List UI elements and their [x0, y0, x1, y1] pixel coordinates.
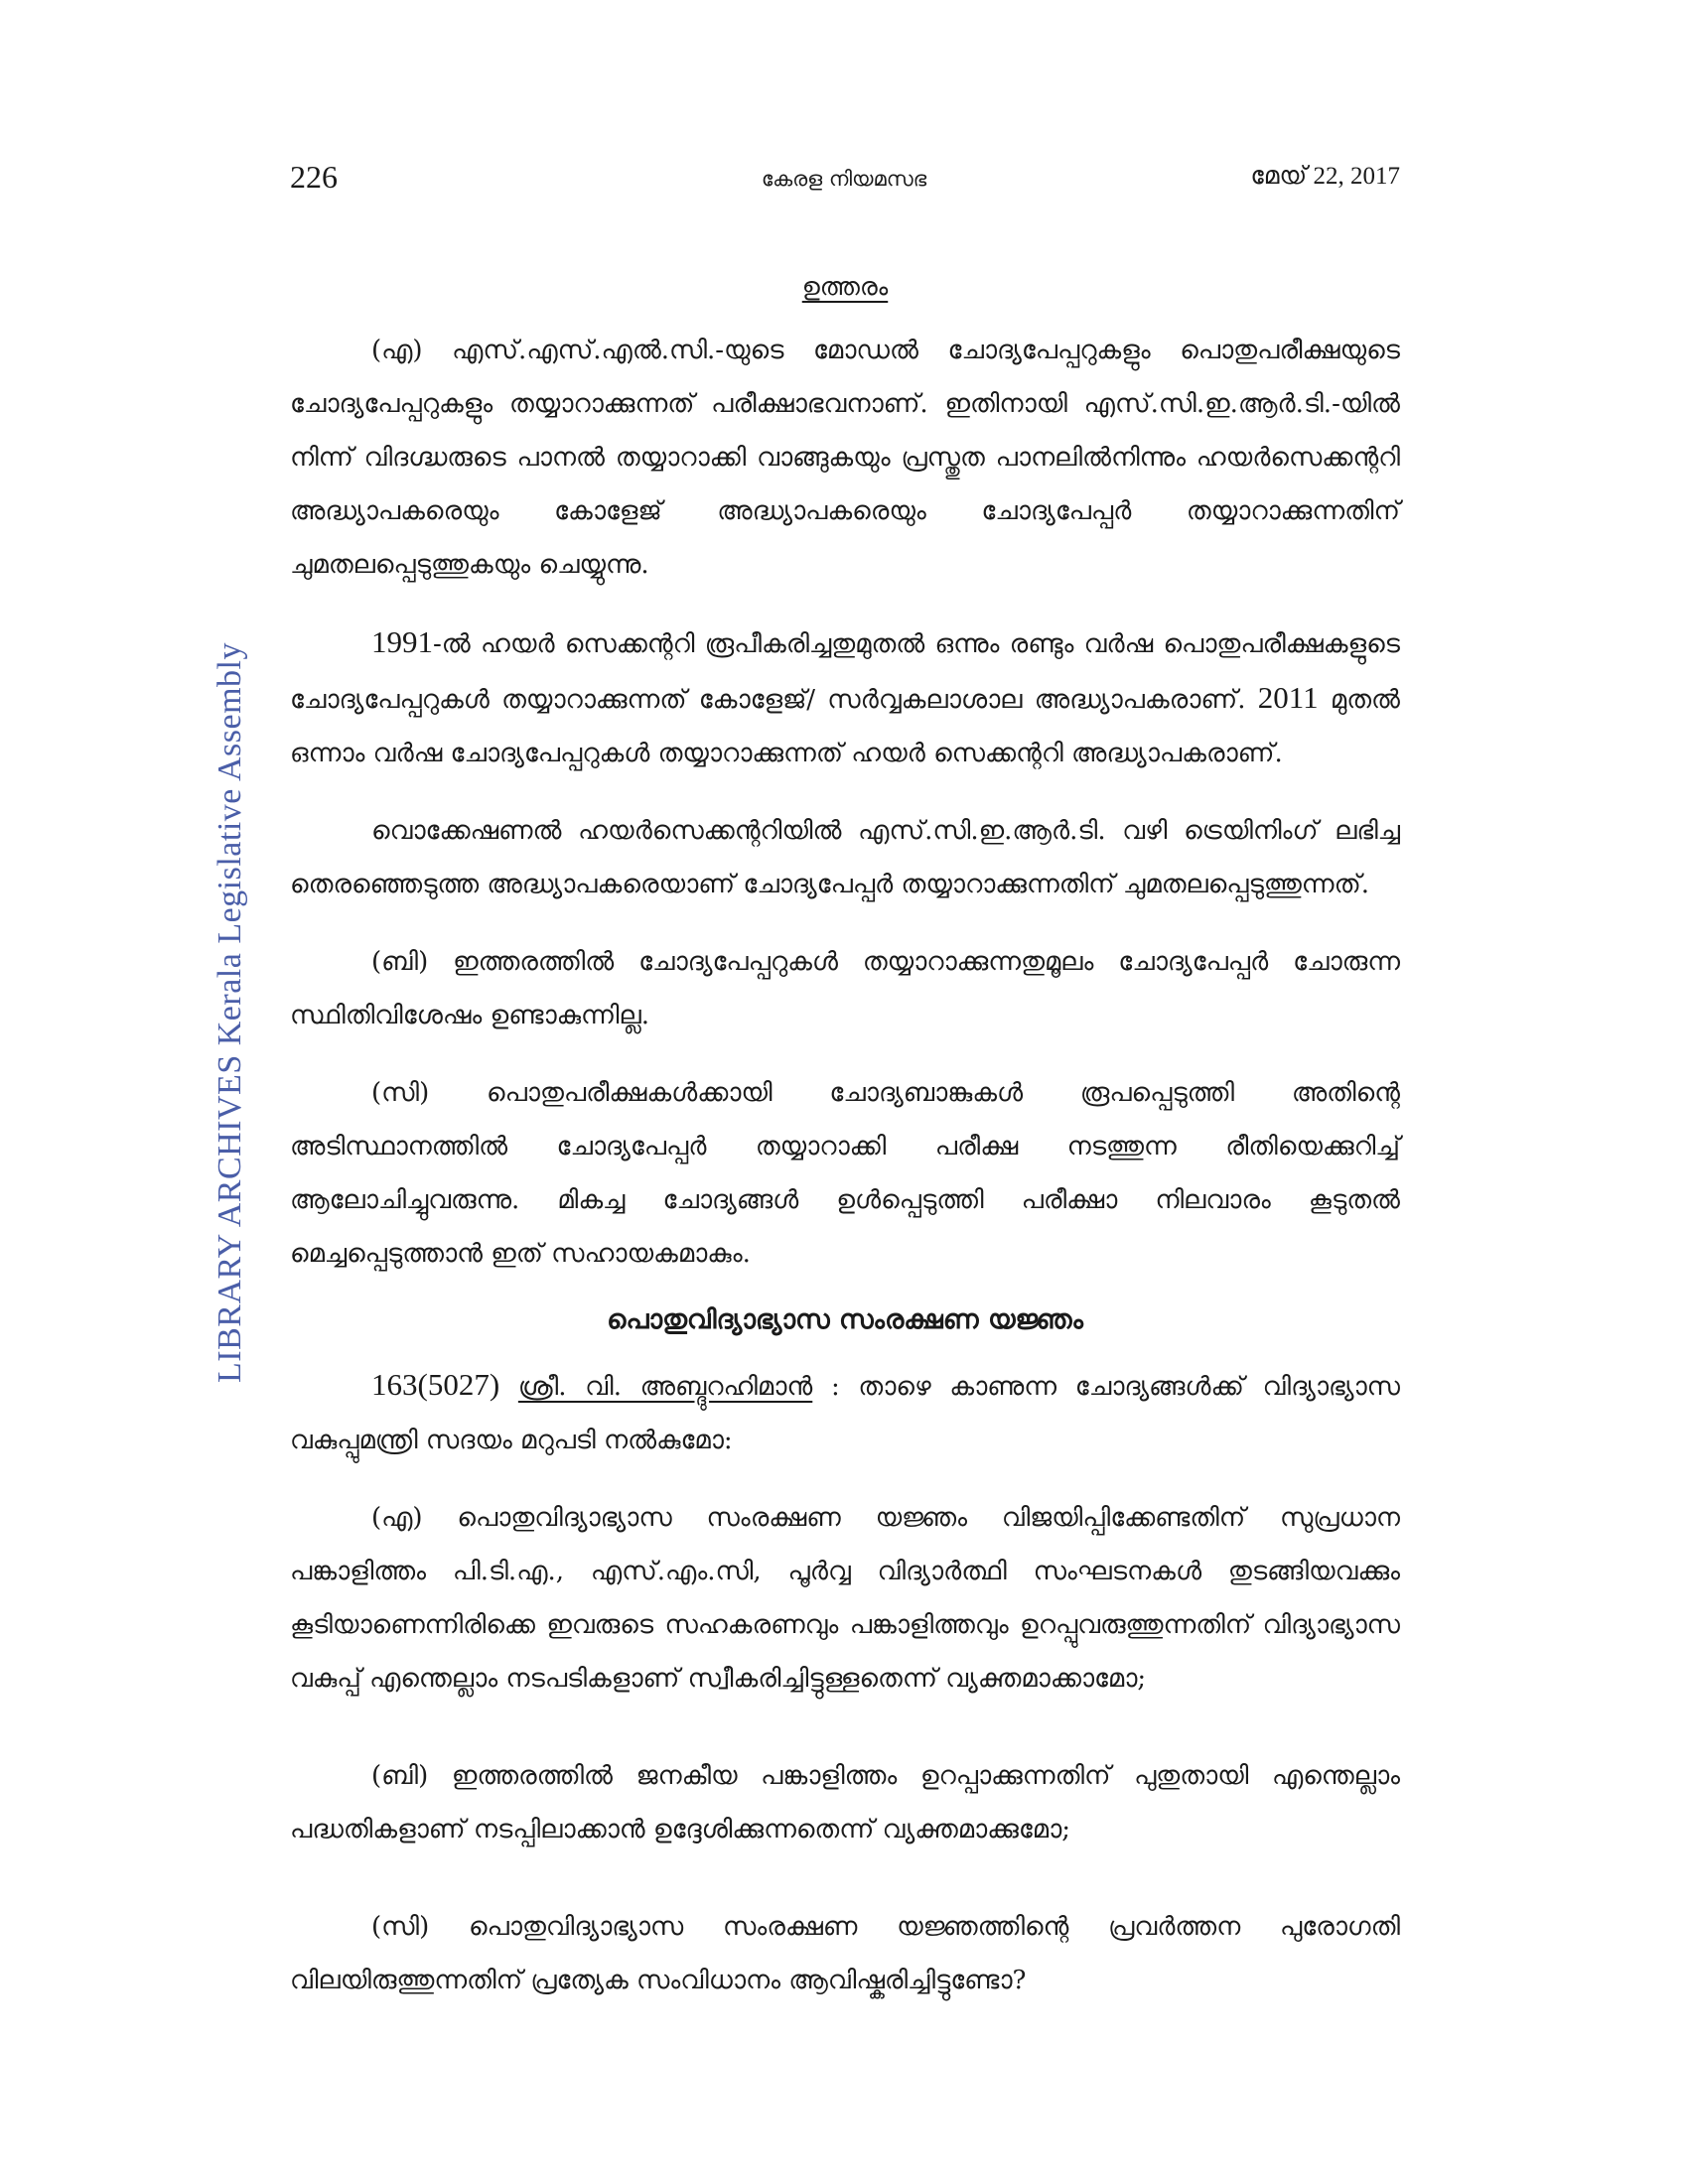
answer-para-vocational: വൊക്കേഷണൽ ഹയർസെക്കന്ററിയിൽ എസ്.സി.ഇ.ആർ.ടി. വഴി ട്രെയിനിംഗ് ലഭിച്ച തെരഞ്ഞെടുത്ത അദ്ധ്യാപകരെയാണ് ചോദ്യപേപ്പർ തയ്യാറാക്കുന്നതിന് ചുമതലപ്പെടുത്തുന്നത്.: [290, 816, 1400, 899]
section-heading: പൊതുവിദ്യാഭ്യാസ സംരക്ഷണ യജ്ഞം: [607, 1304, 1083, 1335]
answer-para-c: (സി) പൊതുപരീക്ഷകൾക്കായി ചോദ്യബാങ്കുകൾ രൂപപ്പെടുത്തി അതിന്റെ അടിസ്ഥാനത്തിൽ ചോദ്യപേപ്പർ തയ്യാറാക്കി പരീക്ഷ നടത്തുന്ന രീതിയെക്കുറിച്ച് ആലോചിച്ചുവരുന്നു. മികച്ച ചോദ്യങ്ങൾ ഉൾപ്പെടുത്തി പരീക്ഷാ നിലവാരം കൂടുതൽ മെച്ചപ്പെടുത്താൻ ഇത് സഹായകമാകും.: [290, 1078, 1400, 1269]
question-number: 163(5027): [371, 1367, 500, 1402]
answer-para-higher-secondary: [290, 615, 1400, 780]
year-1991: 1991: [371, 624, 433, 659]
member-name: ശ്രീ. വി. അബ്ദുറഹിമാൻ: [517, 1372, 813, 1402]
question-intro-text: : താഴെ കാണുന്ന ചോദ്യങ്ങൾക്ക് വിദ്യാഭ്യാസ വകുപ്പുമന്ത്രി സദയം മറുപടി നൽകുമോ:: [290, 1372, 1400, 1455]
question-part-b: (ബി) ഇത്തരത്തിൽ ജനകീയ പങ്കാളിത്തം ഉറപ്പാക്കുന്നതിന് പുതുതായി എന്തെല്ലാം പദ്ധതികളാണ് നടപ്പിലാക്കാൻ ഉദ്ദേശിക്കുന്നതെന്ന് വ്യക്തമാക്കുമോ;: [290, 1761, 1400, 1844]
question-part-c: (സി) പൊതുവിദ്യാഭ്യാസ സംരക്ഷണ യജ്ഞത്തിന്റെ പ്രവർത്തന പുരോഗതി വിലയിരുത്തുന്നതിന് പ്രത്യേക സംവിധാനം ആവിഷ്കരിച്ചിട്ടുണ്ടോ?: [290, 1912, 1400, 1995]
question-part-a: (എ) പൊതുവിദ്യാഭ്യാസ സംരക്ഷണ യജ്ഞം വിജയിപ്പിക്കേണ്ടതിന് സുപ്രധാന പങ്കാളിത്തം പി.ടി.എ., എസ്.എം.സി, പൂർവ്വ വിദ്യാർത്ഥി സംഘടനകൾ തുടങ്ങിയവക്കും കൂടിയാണെന്നിരിക്കെ ഇവരുടെ സഹകരണവും പങ്കാളിത്തവും ഉറപ്പുവരുത്തുന്നതിന് വിദ്യാഭ്യാസ വകുപ്പ് എന്തെല്ലാം നടപടികളാണ് സ്വീകരിച്ചിട്ടുള്ളതെന്ന് വ്യക്തമാക്കാമോ;: [290, 1503, 1400, 1694]
document-body: [290, 256, 1400, 2031]
answer-para-a: (എ) എസ്.എസ്.എൽ.സി.-യുടെ മോഡൽ ചോദ്യപേപ്പറുകളും പൊതുപരീക്ഷയുടെ ചോദ്യപേപ്പറുകളും തയ്യാറാക്കുന്നത് പരീക്ഷാഭവനാണ്. ഇതിനായി എസ്.സി.ഇ.ആർ.ടി.-യിൽ നിന്ന് വിദഗ്ദ്ധരുടെ പാനൽ തയ്യാറാക്കി വാങ്ങുകയും പ്രസ്തുത പാനലിൽനിന്നും ഹയർസെക്കന്ററി അദ്ധ്യാപകരെയും കോളേജ് അദ്ധ്യാപകരെയും ചോദ്യപേപ്പർ തയ്യാറാക്കുന്നതിന് ചുമതലപ്പെടുത്തുകയും ചെയ്യുന്നു.: [290, 336, 1400, 580]
running-date: മേയ് 22, 2017: [1250, 163, 1400, 190]
answer-para-higher-secondary-text-2: മുതൽ ഒന്നാം വർഷ ചോദ്യപേപ്പറുകൾ തയ്യാറാക്കുന്നത് ഹയർ സെക്കന്ററി അദ്ധ്യാപകരാണ്.: [290, 685, 1400, 768]
answer-para-b: (ബി) ഇത്തരത്തിൽ ചോദ്യപേപ്പറുകൾ തയ്യാറാക്കുന്നതുമൂലം ചോദ്യപേപ്പർ ചോരുന്ന സ്ഥിതിവിശേഷം ഉണ്ടാകുന്നില്ല.: [290, 947, 1400, 1030]
answer-para-higher-secondary-text-1: -ൽ ഹയർ സെക്കന്ററി രൂപീകരിച്ചതുമുതൽ ഒന്നും രണ്ടും വർഷ പൊതുപരീക്ഷകളുടെ ചോദ്യപേപ്പറുകൾ തയ്യാറാക്കുന്നത് കോളേജ്/ സർവ്വകലാശാല അദ്ധ്യാപകരാണ്.: [290, 629, 1400, 715]
archive-watermark: LIBRARY ARCHIVES Kerala Legislative Assembly: [211, 641, 248, 1384]
year-2011: 2011: [1257, 680, 1319, 715]
question-intro: [290, 1358, 1400, 1467]
running-title: കേരള നിയമസഭ: [761, 167, 927, 191]
answer-heading: ഉത്തരം: [801, 272, 889, 301]
page-number: 226: [290, 159, 338, 195]
